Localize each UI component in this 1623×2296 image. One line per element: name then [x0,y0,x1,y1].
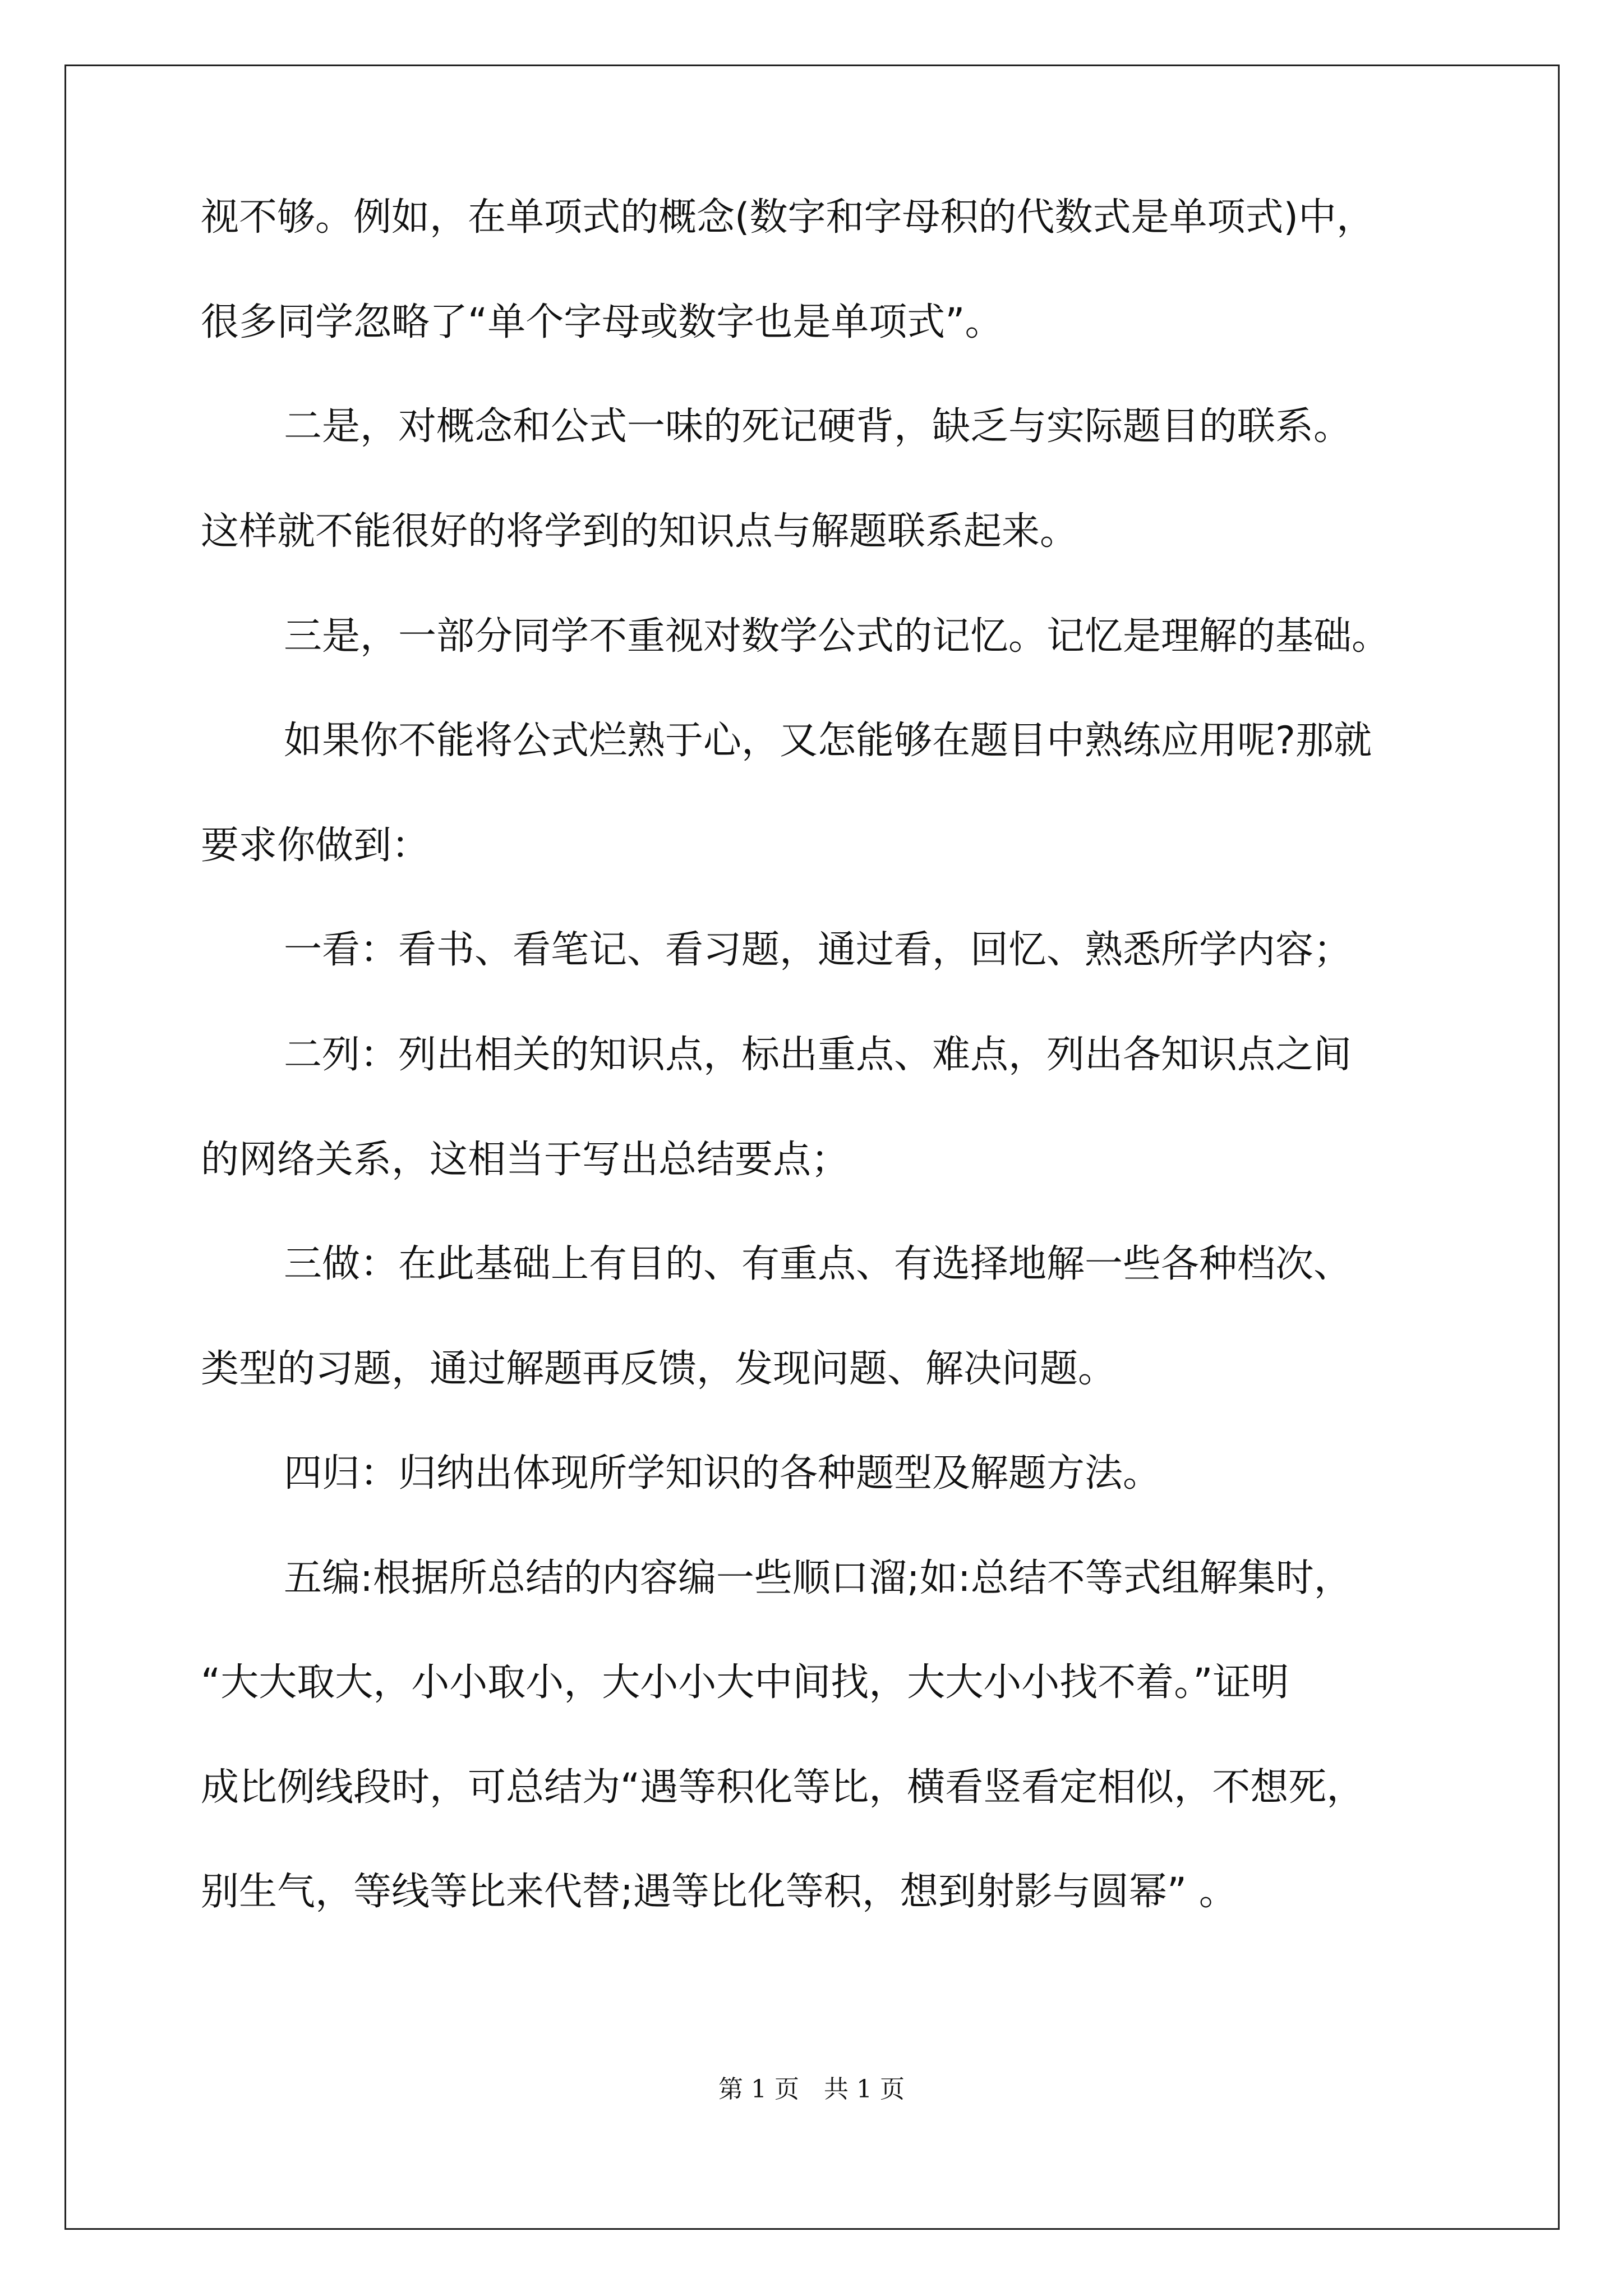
text-line: 要求你做到： [201,823,430,868]
text-line: 三做：在此基础上有目的、有重点、有选择地解一些各种档次、 [284,1242,1352,1286]
text-line: 类型的习题，通过解题再反馈，发现问题、解决问题。 [201,1347,1117,1391]
text-line: 四归：归纳出体现所学知识的各种题型及解题方法。 [284,1451,1161,1496]
text-line: 这样就不能很好的将学到的知识点与解题联系起来。 [201,509,1078,554]
text-line: 视不够。例如，在单项式的概念(数字和字母积的代数式是单项式)中， [201,195,1375,240]
text-line: 如果你不能将公式烂熟于心，又怎能够在题目中熟练应用呢?那就 [284,719,1372,763]
text-line: 别生气，等线等比来代替;遇等比化等积，想到射影与圆幂” 。 [201,1870,1237,1914]
text-line: 的网络关系，这相当于写出总结要点； [201,1138,850,1182]
text-line: 成比例线段时，可总结为“遇等积化等比，横看竖看定相似，不想死， [201,1765,1365,1810]
text-line: 二列：列出相关的知识点，标出重点、难点，列出各知识点之间 [284,1033,1352,1077]
text-line: 很多同学忽略了“单个字母或数字也是单项式”。 [201,300,1003,344]
text-line: 一看：看书、看笔记、看习题，通过看，回忆、熟悉所学内容； [284,928,1352,972]
text-line: “大大取大，小小取小，大小小大中间找，大大小小找不着。”证明 [201,1660,1289,1705]
page-number-footer: 第 1 页 共 1 页 [718,2075,905,2104]
text-line: 五编:根据所总结的内容编一些顺口溜;如:总结不等式组解集时， [284,1556,1352,1600]
text-line: 二是，对概念和公式一味的死记硬背，缺乏与实际题目的联系。 [284,404,1352,449]
text-line: 三是，一部分同学不重视对数学公式的记忆。记忆是理解的基础。 [284,614,1390,659]
